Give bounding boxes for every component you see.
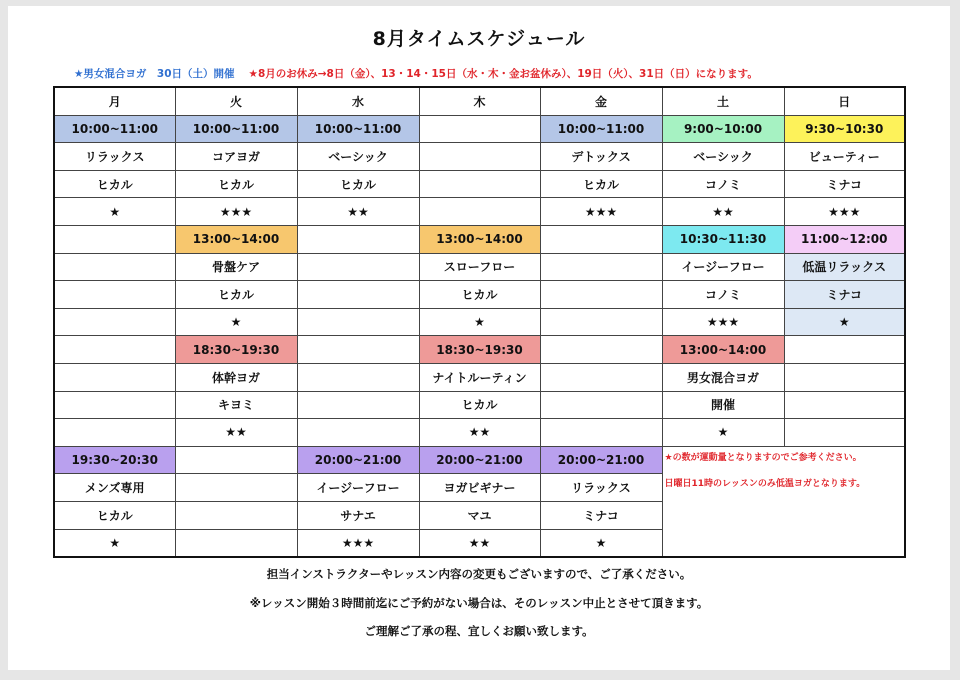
schedule-row (54, 308, 905, 336)
schedule-row (54, 281, 905, 309)
tue-intensity-stars: ★ (175, 308, 297, 336)
empty-cell (784, 391, 905, 419)
sat-class-name: イージーフロー (662, 253, 784, 281)
wed-class-name: ベーシック (297, 143, 419, 171)
thu-instructor: マユ (419, 501, 540, 529)
sun-instructor: ミナコ (784, 281, 905, 309)
notice-mixed-yoga: ★男女混合ヨガ 30日（土）開催 (74, 68, 235, 80)
fri-class-name: リラックス (540, 474, 662, 502)
sat-instructor: コノミ (662, 170, 784, 198)
empty-cell (54, 308, 175, 336)
empty-cell (54, 391, 175, 419)
sun-intensity-stars: ★ (784, 308, 905, 336)
wed-intensity-stars: ★★★ (297, 529, 419, 557)
thu-time: 20:00~21:00 (419, 446, 540, 474)
page-title: 8月タイムスケジュール (372, 28, 586, 50)
schedule-table (53, 86, 906, 558)
empty-cell (540, 253, 662, 281)
tue-class-name: 体幹ヨガ (175, 363, 297, 391)
tue-instructor: ヒカル (175, 281, 297, 309)
day-header-tue: 火 (175, 87, 297, 115)
sat-intensity-stars: ★★ (662, 198, 784, 226)
fri-intensity-stars: ★ (540, 529, 662, 557)
tue-intensity-stars: ★★ (175, 419, 297, 447)
empty-cell (540, 281, 662, 309)
empty-cell (54, 363, 175, 391)
wed-time: 20:00~21:00 (297, 446, 419, 474)
footer-note-3: ご理解ご了承の程、宜しくお願い致します。 (364, 624, 594, 638)
empty-cell (419, 115, 540, 143)
thu-intensity-stars: ★★ (419, 419, 540, 447)
empty-cell (784, 336, 905, 364)
schedule-row (54, 253, 905, 281)
empty-cell (54, 419, 175, 447)
empty-cell (419, 143, 540, 171)
empty-cell (297, 391, 419, 419)
mon-class-name: メンズ専用 (54, 474, 175, 502)
empty-cell (54, 225, 175, 253)
thu-class-name: ナイトルーティン (419, 363, 540, 391)
footer-note-2: ※レッスン開始３時間前迄にご予約がない場合は、そのレッスン中止とさせて頂きます。 (249, 596, 709, 610)
sat-time: 9:00~10:00 (662, 115, 784, 143)
wed-intensity-stars: ★★ (297, 198, 419, 226)
tue-instructor: ヒカル (175, 170, 297, 198)
tue-time: 10:00~11:00 (175, 115, 297, 143)
sat-intensity-stars: ★ (662, 419, 784, 447)
sun-time: 11:00~12:00 (784, 225, 905, 253)
empty-cell (297, 253, 419, 281)
empty-cell (54, 281, 175, 309)
tue-class-name: コアヨガ (175, 143, 297, 171)
fri-class-name: デトックス (540, 143, 662, 171)
empty-cell (540, 336, 662, 364)
mon-class-name: リラックス (54, 143, 175, 171)
wed-class-name: イージーフロー (297, 474, 419, 502)
tue-time: 13:00~14:00 (175, 225, 297, 253)
day-header-mon: 月 (54, 87, 175, 115)
empty-cell (540, 308, 662, 336)
table-note: ★の数が運動量となりますのでご参考ください。 (664, 452, 862, 463)
sat-class-name: 男女混合ヨガ (662, 363, 784, 391)
empty-cell (297, 419, 419, 447)
thu-instructor: ヒカル (419, 391, 540, 419)
empty-cell (540, 363, 662, 391)
empty-cell (54, 336, 175, 364)
schedule-row (54, 363, 905, 391)
fri-intensity-stars: ★★★ (540, 198, 662, 226)
empty-cell (297, 363, 419, 391)
empty-cell (419, 170, 540, 198)
notice-line (74, 66, 758, 81)
empty-cell (540, 225, 662, 253)
empty-cell (540, 419, 662, 447)
tue-instructor: キヨミ (175, 391, 297, 419)
notice-holidays: ★8月のお休み→8日（金）、13・14・15日（水・木・金お盆休み）、19日（火）、31日（日）になります。 (248, 68, 758, 80)
schedule-row (54, 391, 905, 419)
schedule-row (54, 225, 905, 253)
day-header-sat: 土 (662, 87, 784, 115)
thu-intensity-stars: ★★ (419, 529, 540, 557)
schedule-row (54, 170, 905, 198)
empty-cell (297, 336, 419, 364)
schedule-row (54, 143, 905, 171)
empty-cell (419, 198, 540, 226)
tue-time: 18:30~19:30 (175, 336, 297, 364)
sun-intensity-stars: ★★★ (784, 198, 905, 226)
mon-instructor: ヒカル (54, 501, 175, 529)
schedule-row (54, 198, 905, 226)
schedule-row (54, 115, 905, 143)
sun-class-name: 低温リラックス (784, 253, 905, 281)
empty-cell (175, 501, 297, 529)
footer-note-1: 担当インストラクターやレッスン内容の変更もございますので、ご了承ください。 (266, 567, 692, 581)
day-header-row (54, 87, 905, 115)
day-header-sun: 日 (784, 87, 905, 115)
table-note: 日曜日11時のレッスンのみ低温ヨガとなります。 (664, 478, 866, 489)
empty-cell (54, 253, 175, 281)
fri-instructor: ヒカル (540, 170, 662, 198)
sat-instructor: 開催 (662, 391, 784, 419)
empty-cell (175, 474, 297, 502)
mon-instructor: ヒカル (54, 170, 175, 198)
fri-time: 10:00~11:00 (540, 115, 662, 143)
day-header-wed: 水 (297, 87, 419, 115)
sat-time: 10:30~11:30 (662, 225, 784, 253)
wed-time: 10:00~11:00 (297, 115, 419, 143)
empty-cell (540, 391, 662, 419)
table-notes (662, 446, 905, 557)
tue-intensity-stars: ★★★ (175, 198, 297, 226)
thu-time: 13:00~14:00 (419, 225, 540, 253)
schedule-row (54, 336, 905, 364)
thu-intensity-stars: ★ (419, 308, 540, 336)
tue-class-name: 骨盤ケア (175, 253, 297, 281)
empty-cell (784, 363, 905, 391)
mon-time: 19:30~20:30 (54, 446, 175, 474)
sat-instructor: コノミ (662, 281, 784, 309)
fri-instructor: ミナコ (540, 501, 662, 529)
schedule-sheet (8, 6, 950, 670)
mon-time: 10:00~11:00 (54, 115, 175, 143)
sun-time: 9:30~10:30 (784, 115, 905, 143)
thu-class-name: スローフロー (419, 253, 540, 281)
day-header-fri: 金 (540, 87, 662, 115)
sat-time: 13:00~14:00 (662, 336, 784, 364)
empty-cell (784, 419, 905, 447)
fri-time: 20:00~21:00 (540, 446, 662, 474)
empty-cell (297, 281, 419, 309)
sun-class-name: ビューティー (784, 143, 905, 171)
sat-class-name: ベーシック (662, 143, 784, 171)
empty-cell (297, 308, 419, 336)
thu-instructor: ヒカル (419, 281, 540, 309)
empty-cell (175, 446, 297, 474)
mon-intensity-stars: ★ (54, 529, 175, 557)
thu-time: 18:30~19:30 (419, 336, 540, 364)
schedule-row (54, 419, 905, 447)
day-header-thu: 木 (419, 87, 540, 115)
sun-instructor: ミナコ (784, 170, 905, 198)
wed-instructor: サナエ (297, 501, 419, 529)
thu-class-name: ヨガビギナー (419, 474, 540, 502)
wed-instructor: ヒカル (297, 170, 419, 198)
mon-intensity-stars: ★ (54, 198, 175, 226)
empty-cell (297, 225, 419, 253)
schedule-row (54, 446, 905, 474)
empty-cell (175, 529, 297, 557)
schedule-body (54, 115, 905, 557)
sat-intensity-stars: ★★★ (662, 308, 784, 336)
